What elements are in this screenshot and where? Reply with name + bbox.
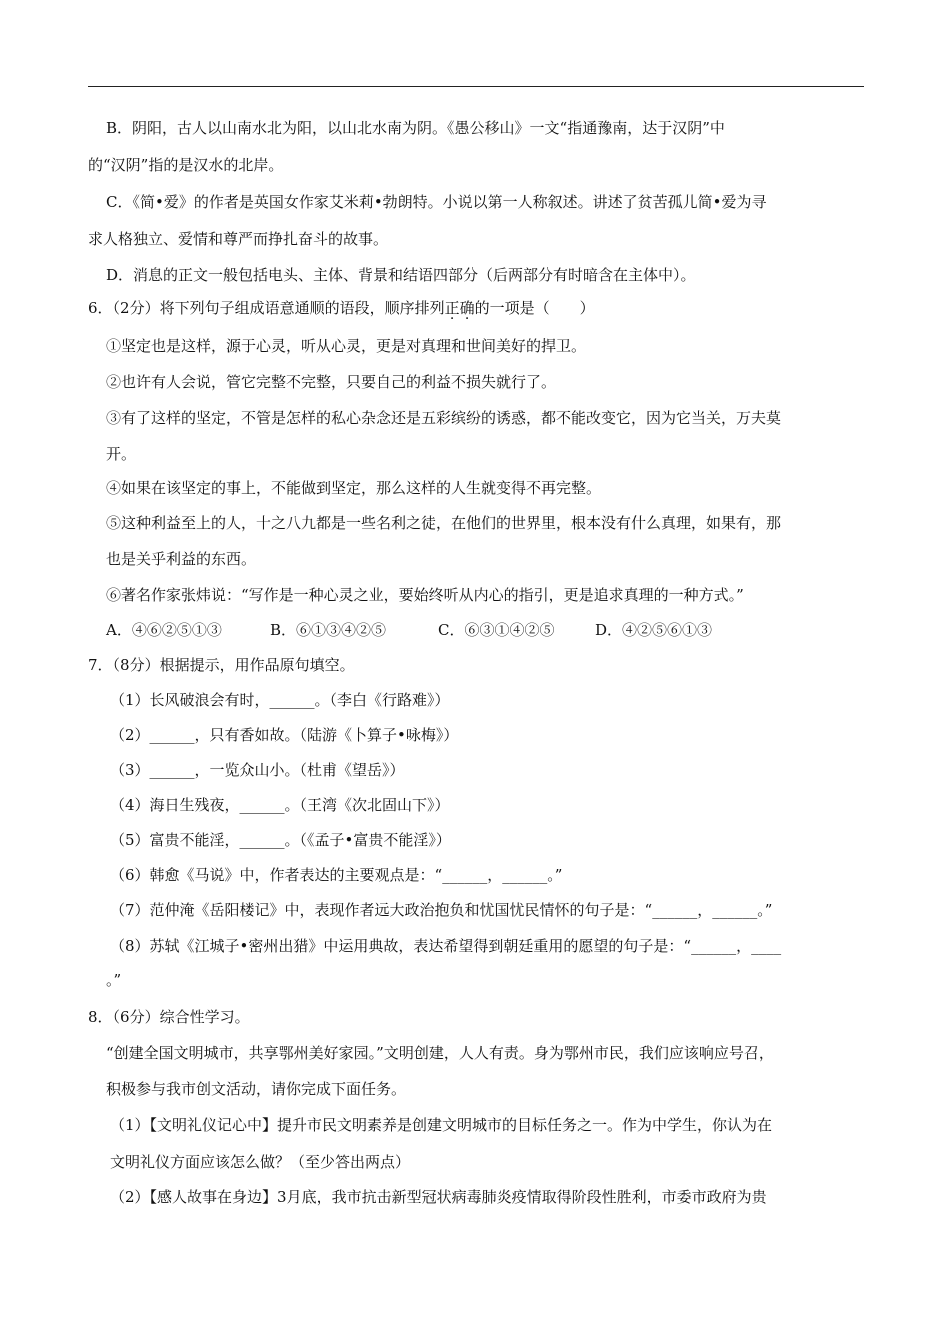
answer-option-a[interactable]: A．④⑥②⑤①③ — [106, 621, 222, 639]
q7-item-8-line-1: （8）苏轼《江城子•密州出猎》中运用典故，表达希望得到朝廷重用的愿望的句子是：“______，____ — [110, 937, 782, 955]
q7-item-6: （6）韩愈《马说》中，作者表达的主要观点是：“______，______。” — [110, 866, 563, 884]
q8-item-1-line-1: （1）【文明礼仪记心中】提升市民文明素养是创建文明城市的目标任务之一。作为中学生，你认为在 — [110, 1116, 773, 1134]
q7-item-5: （5）富贵不能淫，______。（《孟子•富贵不能淫》） — [110, 831, 451, 849]
option-c-line-1: C．《简•爱》的作者是英国女作家艾米莉•勃朗特。小说以第一人称叙述。讲述了贫苦孤儿简•爱为寻 — [106, 193, 767, 211]
option-c-line-2: 求人格独立、爱情和尊严而挣扎奋斗的故事。 — [88, 230, 389, 248]
question-6-text-end: 的一项是（ ） — [474, 299, 595, 317]
q7-item-3: （3）______，一览众山小。（杜甫《望岳》） — [110, 761, 405, 779]
sentence-2: ②也许有人会说，管它完整不完整，只要自己的利益不损失就行了。 — [106, 373, 557, 391]
q7-item-7: （7）范仲淹《岳阳楼记》中，表现作者远大政治抱负和忧国忧民情怀的句子是：“______，______。” — [110, 901, 773, 919]
sentence-3-line-1: ③有了这样的坚定，不管是怎样的私心杂念还是五彩缤纷的诱惑，都不能改变它，因为它当关，万夫莫 — [106, 409, 782, 427]
emphasis-char: 确 — [459, 299, 475, 317]
q8-intro-line-2: 积极参与我市创文活动，请你完成下面任务。 — [106, 1080, 407, 1098]
emphasis-char: 正 — [444, 299, 460, 317]
option-d-line: D．消息的正文一般包括电头、主体、背景和结语四部分（后两部分有时暗含在主体中）。 — [106, 266, 696, 284]
sentence-4: ④如果在该坚定的事上，不能做到坚定，那么这样的人生就变得不再完整。 — [106, 479, 602, 497]
sentence-6: ⑥著名作家张炜说：“写作是一种心灵之业，要始终听从内心的指引，更是追求真理的一种方式。” — [106, 586, 744, 604]
question-6-text: 6．（2分）将下列句子组成语意通顺的语段，顺序排列 — [88, 299, 445, 317]
option-b-line-2: 的“汉阴”指的是汉水的北岸。 — [88, 156, 284, 174]
q7-item-1: （1）长风破浪会有时，______。（李白《行路难》） — [110, 691, 450, 709]
header-rule — [88, 86, 864, 87]
question-6-stem — [88, 298, 595, 318]
answer-option-c[interactable]: C．⑥③①④②⑤ — [438, 621, 555, 639]
sentence-1: ①坚定也是这样，源于心灵，听从心灵，更是对真理和世间美好的捍卫。 — [106, 337, 587, 355]
sentence-3-line-2: 开。 — [106, 445, 137, 463]
sentence-5-line-1: ⑤这种利益至上的人，十之八九都是一些名利之徒，在他们的世界里，根本没有什么真理，如果有，那 — [106, 514, 782, 532]
question-7-stem: 7．（8分）根据提示，用作品原句填空。 — [88, 656, 355, 674]
q7-item-4: （4）海日生残夜，______。（王湾《次北固山下》） — [110, 796, 450, 814]
question-8-stem: 8．（6分）综合性学习。 — [88, 1008, 250, 1026]
q8-item-2-line-1: （2）【感人故事在身边】3月底，我市抗击新型冠状病毒肺炎疫情取得阶段性胜利，市委市政府为贵 — [110, 1188, 767, 1206]
option-b-line-1: B．阴阳，古人以山南水北为阳，以山北水南为阴。《愚公移山》一文“指通豫南，达于汉阴”中 — [106, 119, 725, 137]
q8-item-1-line-2: 文明礼仪方面应该怎么做？（至少答出两点） — [110, 1153, 411, 1171]
answer-option-d[interactable]: D．④②⑤⑥①③ — [595, 621, 713, 639]
sentence-5-line-2: 也是关乎利益的东西。 — [106, 550, 257, 568]
q8-intro-line-1: “创建全国文明城市，共享鄂州美好家园。”文明创建，人人有责。身为鄂州市民，我们应该响应号召， — [106, 1044, 774, 1062]
answer-option-b[interactable]: B．⑥①③④②⑤ — [270, 621, 387, 639]
q7-item-2: （2）______，只有香如故。（陆游《卜算子•咏梅》） — [110, 726, 459, 744]
q7-item-8-line-2: 。” — [106, 971, 122, 989]
